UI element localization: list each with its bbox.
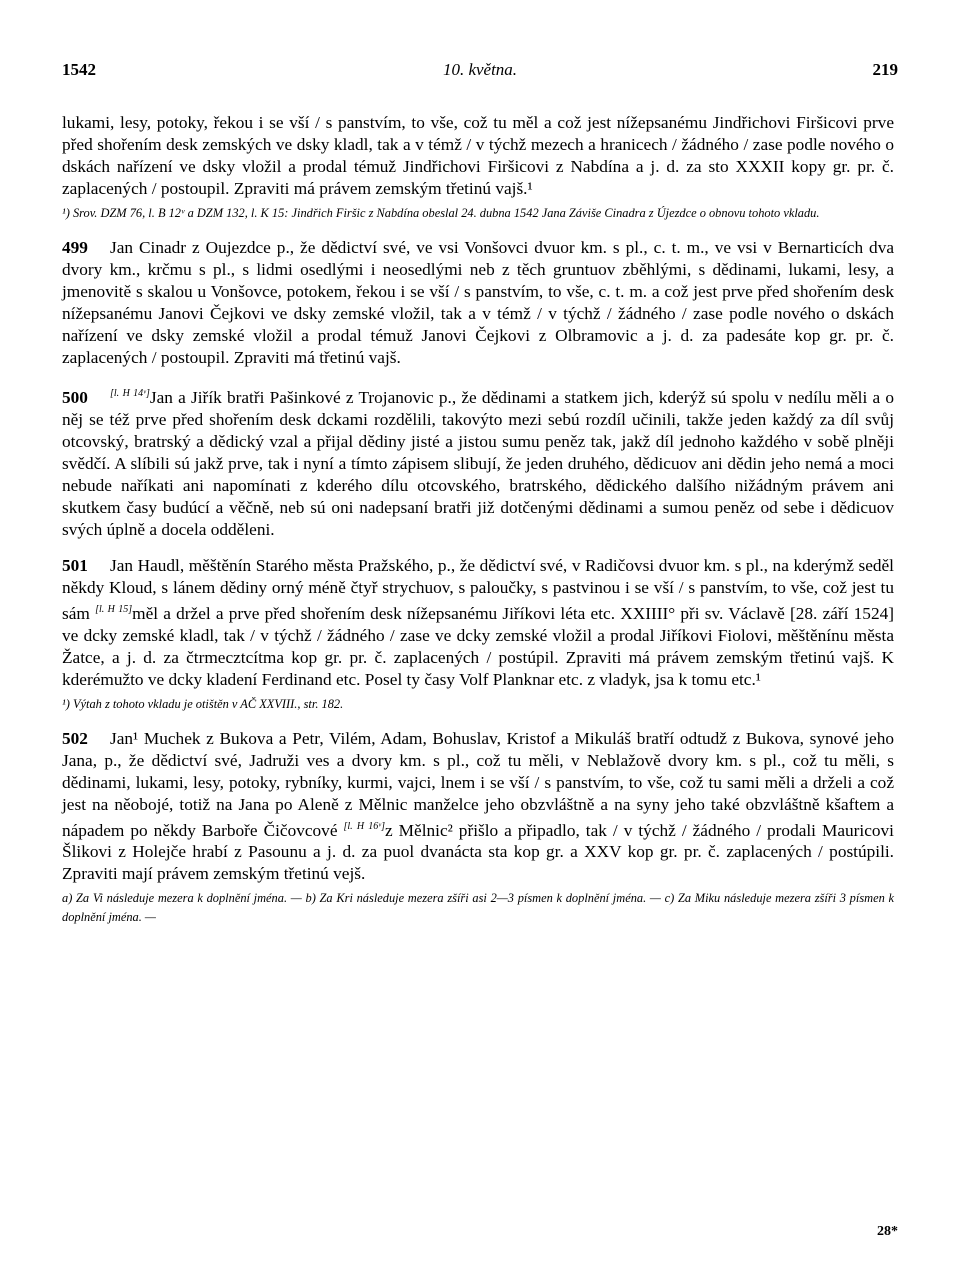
- footnote: ¹) Výtah z tohoto vkladu je otištěn v AČ XXVIII., str. 182.: [62, 696, 344, 711]
- folio-ref: [l. H 14ᵛ]: [110, 388, 150, 399]
- entry-text: Jan a Jiřík bratři Pašinkové z Trojanovic p., že dědinami a statkem jich, kderýž sú spolu v nedílu měli a o něj se též prve před shořením desk dckami rozdělili, takovýto mezi sebú rozdíl učinili, takže jeden každý za díl svůj otcovský, bratrský a dědický vzal a přijal dědiny jisté a jistou sumu peněz tak, jakž díl jednoho každého v sobě plněji svědčí. A slíbili sú jakž prve, tak i nyní a tímto zápisem slibují, že jeden druhého, dědicuov ani dědin jeho nemá a moci nebude naříkati ani napomínati z kderého dílu otcovského, bratrského, dědického dalšího nižádným právem ani skutkem časy budúcí a věčně, neb sú oni nadepsaní bratři již dotčenými dědinami a sumou peněz od sebe i dědicuov svých úplně a docela odděleni.: [62, 387, 894, 539]
- entry-text: Jan Haudl, měštěnín Starého města Pražského, p., že dědictví své, v Radičovsi dvuor km. s pl., na kderýmž seděl někdy Kloud, s lánem dědiny orný méně čtyř strychuov, s paloučky, s pastvinou i se vší / s panstvím, to vše, což jest tu sám: [62, 555, 894, 623]
- sheet-signature: 28*: [877, 1224, 898, 1239]
- entry-text: Jan¹ Muchek z Bukova a Petr, Vilém, Adam, Bohuslav, Kristof a Mikuláš bratří odtudž z Bukova, synové jeho Jana, p., že dědictví své, Jadruži ves a dvory km. s pl., což tu měli, v Neblažově dvory km. s pl., což tu měli, s dědinami, lukami, lesy, potoky, rybníky, kurmi, vajci, lnem i se vší / s panstvím, to vše, což tu sami měli a drželi a což jest na něobojé, totiž na Jana po Aleně z Mělnic manželce jeho obzvláštně a na syny jeho také obzvláštně kšaftem a nápadem po někdy Barboře Čičovcové: [62, 728, 894, 840]
- folio-ref: [l. H 16ᵛ]: [343, 820, 385, 832]
- entry-text-cont: měl a držel a prve před shořením desk nížepsanému Jiříkovi léta etc. XXIIII° při sv. Václavě [28. září 1524] ve dcky zemské kladl, tak / v týchž / žádného / zase ve dcky zemské vložil a prodal Jiříkovi Fiolovi, měštěnínu města Žatce, a j. d. za čtrmecztcítma kop gr. pr. č. zaplacených / postúpil. Zpraviti má právem zemským třetinú vajš. K kderémužto ve dcky kladení Ferdinand etc. Posel ty časy Volf Planknar etc. z vladyk, jsa k tomu etc.¹: [62, 603, 894, 689]
- entry-text: Jan Cinadr z Oujezdce p., že dědictví své, ve vsi Vonšovci dvuor km. s pl., c. t. m., ve vsi v Bernarticích dva dvory km., krčmu s pl., s lidmi osedlými i neosedlými neb z těch gruntuov zběhlými, s dědinami, lukami, lesy, a jmenovitě s skalou u Vonšovce, potokem, řekou i se vší / s panstvím, to vše, c. t. m. a což jest prve před shořením desk nížepsanému Janovi Čejkovi ve dsky zemské vložil, tak a v témž / v týchž / žádného / zase podle nového o dskách nařízení ve dsky zemské vložil a prodal témuž Janovi Čejkovi z Olbramovic a j. d. za padesáte kop gr. pr. č. zaplacených / postoupil. Zpraviti má třetinú vajš.: [62, 238, 894, 367]
- running-header: [62, 60, 898, 84]
- entry-number: 500: [62, 387, 88, 407]
- footnote: a) Za Vi následuje mezera k doplnění jména. — b) Za Kri následuje mezera zšíři asi 2—3 písmen k doplnění jména. — c) Za Miku následuje mezera zšíři 3 písmen k doplnění jména. —: [62, 891, 894, 925]
- entry-number: 501: [62, 555, 88, 575]
- entry-501: [62, 555, 894, 691]
- header-year: 1542: [62, 60, 96, 79]
- entry-500: [62, 383, 894, 541]
- footnote: ¹) Srov. DZM 76, l. B 12ᵛ a DZM 132, l. K 15: Jindřich Firšic z Nabdína obeslal 24. dubna 1542 Jana Záviše Cinadra z Újezdce o obnovu tohoto vkladu.: [62, 206, 820, 220]
- entry-number: 499: [62, 238, 88, 257]
- paragraph-continuation: lukami, lesy, potoky, řekou i se vší / s panstvím, to vše, což tu měl a což jest nížepsanému Jindřichovi Firšicovi prve před shořením desk zemských ve dsky kladl, tak a v témž / v týchž mezech a hranicech / žádného / zase podle nového o dskách nařízení ve dsky vložil a prodal témuž Jindřichovi Firšicovi z Nabdína a j. d. za sto XXXII kopy gr. pr. č. zaplacených / postoupil. Zpraviti má právem zemským třetinú vajš.¹: [62, 113, 894, 198]
- header-date: 10. května.: [442, 60, 518, 79]
- entry-502: [62, 728, 894, 886]
- page-body: [62, 112, 894, 927]
- folio-ref: [l. H 15]: [95, 603, 133, 615]
- entry-text-cont: z Mělnic² přišlo a připadlo, tak / v týchž / žádného / prodali Mauricovi Šlikovi z Holejče hrabí z Pasounu a j. d. za puol dvanácta sta kop gr. a XXV kop gr. pr. č. zaplacených / postúpili. Zpraviti mají právem zemským třetinú vejš.: [62, 820, 894, 884]
- entry-number: 502: [62, 728, 88, 748]
- page-number: 219: [872, 60, 898, 79]
- entry-499: [62, 237, 894, 369]
